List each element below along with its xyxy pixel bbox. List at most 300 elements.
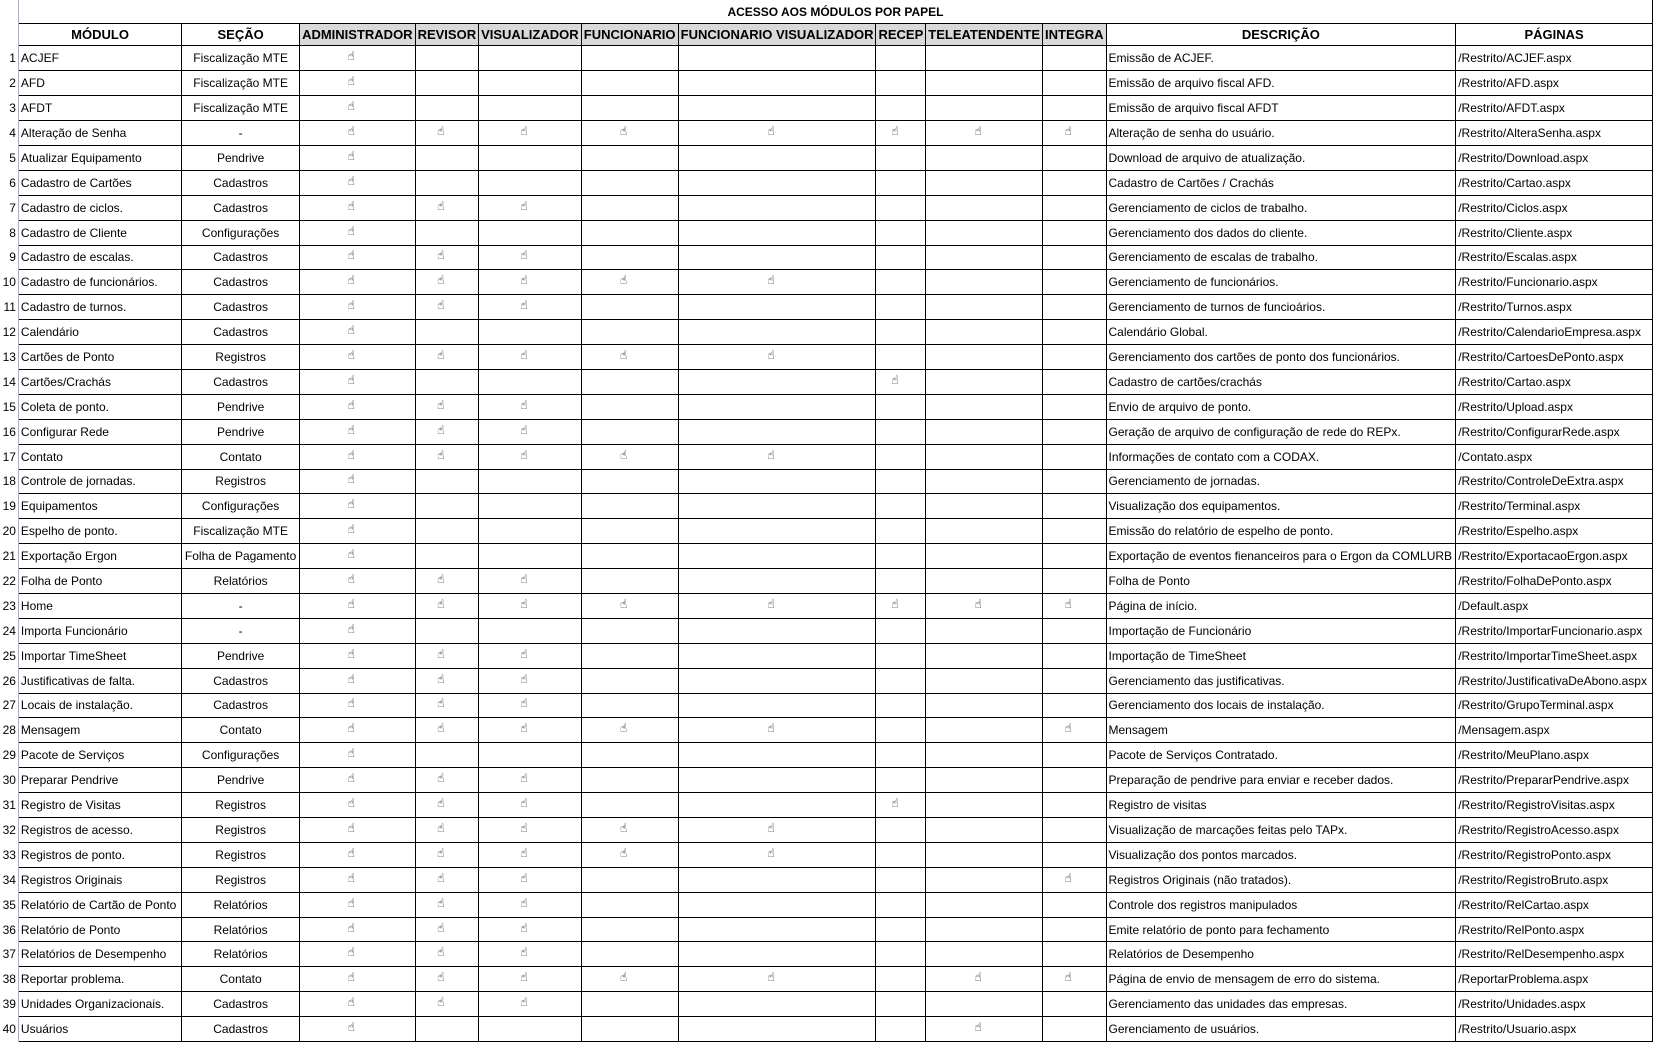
cell-access[interactable]	[479, 967, 582, 992]
cell-modulo[interactable]: Coleta de ponto.	[18, 394, 181, 419]
cell-access[interactable]	[300, 668, 416, 693]
cell-access[interactable]	[581, 444, 678, 469]
cell-access[interactable]	[876, 369, 926, 394]
cell-access[interactable]	[678, 270, 876, 295]
cell-access[interactable]	[479, 369, 582, 394]
cell-secao[interactable]: Pendrive	[182, 394, 300, 419]
cell-access[interactable]	[300, 917, 416, 942]
cell-modulo[interactable]: AFD	[18, 71, 181, 96]
cell-access[interactable]	[926, 569, 1043, 594]
cell-descricao[interactable]: Gerenciamento de escalas de trabalho.	[1106, 245, 1456, 270]
sheet-title[interactable]: ACESSO AOS MÓDULOS POR PAPEL	[18, 0, 1652, 24]
cell-access[interactable]	[300, 46, 416, 71]
cell-modulo[interactable]: Locais de instalação.	[18, 693, 181, 718]
cell-secao[interactable]: Cadastros	[182, 668, 300, 693]
cell-descricao[interactable]: Gerenciamento de usuários.	[1106, 1017, 1456, 1042]
cell-access[interactable]	[581, 46, 678, 71]
cell-access[interactable]	[1043, 369, 1107, 394]
cell-pagina[interactable]: /Restrito/RegistroAcesso.aspx	[1456, 818, 1653, 843]
cell-access[interactable]	[876, 718, 926, 743]
cell-access[interactable]	[415, 494, 479, 519]
cell-access[interactable]	[300, 270, 416, 295]
cell-modulo[interactable]: Cartões/Crachás	[18, 369, 181, 394]
cell-access[interactable]	[300, 469, 416, 494]
cell-access[interactable]	[300, 992, 416, 1017]
cell-modulo[interactable]: Registro de Visitas	[18, 793, 181, 818]
cell-access[interactable]	[300, 394, 416, 419]
cell-access[interactable]	[876, 46, 926, 71]
cell-access[interactable]	[1043, 295, 1107, 320]
cell-access[interactable]	[479, 618, 582, 643]
cell-access[interactable]	[300, 245, 416, 270]
cell-access[interactable]	[1043, 195, 1107, 220]
cell-access[interactable]	[1043, 718, 1107, 743]
cell-access[interactable]	[581, 345, 678, 370]
cell-access[interactable]	[926, 71, 1043, 96]
cell-access[interactable]	[581, 170, 678, 195]
cell-pagina[interactable]: /Restrito/Terminal.aspx	[1456, 494, 1653, 519]
cell-access[interactable]	[876, 1017, 926, 1042]
cell-access[interactable]	[300, 345, 416, 370]
cell-access[interactable]	[1043, 96, 1107, 121]
cell-access[interactable]	[926, 394, 1043, 419]
cell-access[interactable]	[479, 743, 582, 768]
cell-access[interactable]	[926, 245, 1043, 270]
cell-descricao[interactable]: Envio de arquivo de ponto.	[1106, 394, 1456, 419]
cell-secao[interactable]: Relatórios	[182, 569, 300, 594]
cell-secao[interactable]: Relatórios	[182, 892, 300, 917]
cell-access[interactable]	[876, 494, 926, 519]
cell-access[interactable]	[581, 145, 678, 170]
cell-access[interactable]	[876, 693, 926, 718]
cell-access[interactable]	[581, 121, 678, 146]
cell-pagina[interactable]: /Restrito/RegistroVisitas.aspx	[1456, 793, 1653, 818]
cell-pagina[interactable]: /Restrito/Escalas.aspx	[1456, 245, 1653, 270]
cell-access[interactable]	[581, 892, 678, 917]
cell-access[interactable]	[926, 768, 1043, 793]
cell-access[interactable]	[926, 444, 1043, 469]
cell-access[interactable]	[678, 544, 876, 569]
cell-access[interactable]	[581, 220, 678, 245]
cell-descricao[interactable]: Alteração de senha do usuário.	[1106, 121, 1456, 146]
cell-descricao[interactable]: Visualização dos pontos marcados.	[1106, 842, 1456, 867]
cell-descricao[interactable]: Emissão de arquivo fiscal AFD.	[1106, 71, 1456, 96]
cell-access[interactable]	[926, 818, 1043, 843]
cell-access[interactable]	[1043, 71, 1107, 96]
cell-access[interactable]	[1043, 394, 1107, 419]
cell-pagina[interactable]: /Restrito/Usuario.aspx	[1456, 1017, 1653, 1042]
cell-access[interactable]	[876, 270, 926, 295]
cell-access[interactable]	[479, 270, 582, 295]
cell-descricao[interactable]: Preparação de pendrive para enviar e receber dados.	[1106, 768, 1456, 793]
cell-access[interactable]	[300, 892, 416, 917]
cell-access[interactable]	[678, 195, 876, 220]
cell-pagina[interactable]: /Restrito/Download.aspx	[1456, 145, 1653, 170]
cell-access[interactable]	[581, 992, 678, 1017]
cell-access[interactable]	[678, 394, 876, 419]
cell-access[interactable]	[479, 519, 582, 544]
cell-pagina[interactable]: /Contato.aspx	[1456, 444, 1653, 469]
cell-access[interactable]	[926, 220, 1043, 245]
cell-descricao[interactable]: Emissão de arquivo fiscal AFDT	[1106, 96, 1456, 121]
cell-secao[interactable]: Registros	[182, 469, 300, 494]
cell-modulo[interactable]: Justificativas de falta.	[18, 668, 181, 693]
cell-access[interactable]	[876, 195, 926, 220]
cell-access[interactable]	[926, 46, 1043, 71]
cell-access[interactable]	[926, 992, 1043, 1017]
header-role-recep[interactable]: RECEP	[876, 24, 926, 46]
cell-descricao[interactable]: Pacote de Serviços Contratado.	[1106, 743, 1456, 768]
cell-access[interactable]	[479, 768, 582, 793]
cell-access[interactable]	[479, 569, 582, 594]
cell-access[interactable]	[415, 96, 479, 121]
cell-access[interactable]	[1043, 245, 1107, 270]
cell-access[interactable]	[415, 967, 479, 992]
cell-modulo[interactable]: Atualizar Equipamento	[18, 145, 181, 170]
cell-access[interactable]	[479, 718, 582, 743]
cell-access[interactable]	[300, 369, 416, 394]
cell-access[interactable]	[1043, 544, 1107, 569]
cell-access[interactable]	[926, 519, 1043, 544]
cell-modulo[interactable]: Preparar Pendrive	[18, 768, 181, 793]
cell-access[interactable]	[300, 71, 416, 96]
cell-secao[interactable]: Relatórios	[182, 917, 300, 942]
cell-access[interactable]	[1043, 867, 1107, 892]
cell-descricao[interactable]: Mensagem	[1106, 718, 1456, 743]
cell-secao[interactable]: Registros	[182, 345, 300, 370]
cell-access[interactable]	[581, 544, 678, 569]
cell-modulo[interactable]: Relatório de Cartão de Ponto	[18, 892, 181, 917]
cell-secao[interactable]: Fiscalização MTE	[182, 519, 300, 544]
cell-modulo[interactable]: Usuários	[18, 1017, 181, 1042]
cell-secao[interactable]: -	[182, 121, 300, 146]
cell-secao[interactable]: Cadastros	[182, 170, 300, 195]
cell-access[interactable]	[926, 942, 1043, 967]
cell-access[interactable]	[581, 494, 678, 519]
cell-access[interactable]	[581, 818, 678, 843]
cell-access[interactable]	[415, 145, 479, 170]
cell-descricao[interactable]: Emissão de ACJEF.	[1106, 46, 1456, 71]
cell-access[interactable]	[1043, 942, 1107, 967]
cell-access[interactable]	[876, 320, 926, 345]
cell-access[interactable]	[678, 1017, 876, 1042]
cell-access[interactable]	[678, 494, 876, 519]
cell-access[interactable]	[581, 793, 678, 818]
cell-access[interactable]	[415, 618, 479, 643]
cell-access[interactable]	[678, 818, 876, 843]
cell-access[interactable]	[876, 593, 926, 618]
cell-secao[interactable]: Cadastros	[182, 195, 300, 220]
cell-access[interactable]	[300, 743, 416, 768]
cell-access[interactable]	[581, 569, 678, 594]
cell-access[interactable]	[926, 643, 1043, 668]
cell-modulo[interactable]: Importar TimeSheet	[18, 643, 181, 668]
cell-access[interactable]	[1043, 320, 1107, 345]
cell-secao[interactable]: Cadastros	[182, 245, 300, 270]
cell-access[interactable]	[415, 369, 479, 394]
cell-access[interactable]	[1043, 519, 1107, 544]
cell-access[interactable]	[300, 842, 416, 867]
cell-descricao[interactable]: Folha de Ponto	[1106, 569, 1456, 594]
cell-pagina[interactable]: /Restrito/FolhaDePonto.aspx	[1456, 569, 1653, 594]
cell-access[interactable]	[876, 569, 926, 594]
cell-access[interactable]	[415, 743, 479, 768]
cell-access[interactable]	[300, 643, 416, 668]
cell-secao[interactable]: Contato	[182, 718, 300, 743]
cell-access[interactable]	[876, 121, 926, 146]
cell-access[interactable]	[479, 195, 582, 220]
cell-pagina[interactable]: /Restrito/AFD.aspx	[1456, 71, 1653, 96]
cell-access[interactable]	[479, 170, 582, 195]
cell-access[interactable]	[415, 220, 479, 245]
cell-descricao[interactable]: Geração de arquivo de configuração de rede do REPx.	[1106, 419, 1456, 444]
cell-access[interactable]	[1043, 643, 1107, 668]
cell-pagina[interactable]: /Restrito/ExportacaoErgon.aspx	[1456, 544, 1653, 569]
cell-access[interactable]	[1043, 892, 1107, 917]
cell-pagina[interactable]: /Restrito/ControleDeExtra.aspx	[1456, 469, 1653, 494]
cell-pagina[interactable]: /Restrito/MeuPlano.aspx	[1456, 743, 1653, 768]
cell-access[interactable]	[876, 743, 926, 768]
header-role-visualizador[interactable]: VISUALIZADOR	[479, 24, 582, 46]
cell-descricao[interactable]: Calendário Global.	[1106, 320, 1456, 345]
cell-access[interactable]	[1043, 693, 1107, 718]
cell-access[interactable]	[300, 494, 416, 519]
cell-modulo[interactable]: Cadastro de escalas.	[18, 245, 181, 270]
cell-access[interactable]	[678, 718, 876, 743]
cell-access[interactable]	[479, 96, 582, 121]
cell-access[interactable]	[479, 71, 582, 96]
cell-access[interactable]	[479, 419, 582, 444]
cell-access[interactable]	[479, 668, 582, 693]
cell-access[interactable]	[1043, 917, 1107, 942]
cell-access[interactable]	[581, 718, 678, 743]
cell-access[interactable]	[415, 693, 479, 718]
cell-descricao[interactable]: Importação de Funcionário	[1106, 618, 1456, 643]
cell-pagina[interactable]: /Default.aspx	[1456, 593, 1653, 618]
cell-access[interactable]	[300, 768, 416, 793]
cell-pagina[interactable]: /Restrito/RelCartao.aspx	[1456, 892, 1653, 917]
cell-access[interactable]	[876, 818, 926, 843]
cell-access[interactable]	[926, 544, 1043, 569]
cell-access[interactable]	[300, 96, 416, 121]
cell-descricao[interactable]: Importação de TimeSheet	[1106, 643, 1456, 668]
cell-access[interactable]	[415, 170, 479, 195]
cell-access[interactable]	[678, 967, 876, 992]
cell-modulo[interactable]: Controle de jornadas.	[18, 469, 181, 494]
cell-descricao[interactable]: Visualização dos equipamentos.	[1106, 494, 1456, 519]
cell-access[interactable]	[415, 818, 479, 843]
cell-access[interactable]	[300, 967, 416, 992]
cell-access[interactable]	[300, 220, 416, 245]
cell-modulo[interactable]: Exportação Ergon	[18, 544, 181, 569]
cell-access[interactable]	[300, 593, 416, 618]
cell-secao[interactable]: Contato	[182, 967, 300, 992]
cell-access[interactable]	[300, 195, 416, 220]
cell-access[interactable]	[300, 519, 416, 544]
cell-access[interactable]	[678, 345, 876, 370]
cell-access[interactable]	[876, 345, 926, 370]
cell-access[interactable]	[300, 569, 416, 594]
cell-access[interactable]	[581, 967, 678, 992]
cell-access[interactable]	[415, 245, 479, 270]
cell-pagina[interactable]: /ReportarProblema.aspx	[1456, 967, 1653, 992]
cell-descricao[interactable]: Emite relatório de ponto para fechamento	[1106, 917, 1456, 942]
cell-access[interactable]	[479, 320, 582, 345]
cell-access[interactable]	[300, 618, 416, 643]
cell-pagina[interactable]: /Restrito/RegistroBruto.aspx	[1456, 867, 1653, 892]
cell-access[interactable]	[581, 71, 678, 96]
cell-pagina[interactable]: /Restrito/Turnos.aspx	[1456, 295, 1653, 320]
cell-access[interactable]	[926, 121, 1043, 146]
cell-access[interactable]	[876, 992, 926, 1017]
cell-secao[interactable]: Cadastros	[182, 270, 300, 295]
cell-descricao[interactable]: Cadastro de Cartões / Crachás	[1106, 170, 1456, 195]
cell-access[interactable]	[678, 643, 876, 668]
cell-pagina[interactable]: /Restrito/ACJEF.aspx	[1456, 46, 1653, 71]
header-role-funcionario[interactable]: FUNCIONARIO	[581, 24, 678, 46]
cell-secao[interactable]: Registros	[182, 867, 300, 892]
cell-access[interactable]	[876, 419, 926, 444]
header-paginas[interactable]: PÁGINAS	[1456, 24, 1653, 46]
cell-modulo[interactable]: Registros de ponto.	[18, 842, 181, 867]
cell-access[interactable]	[415, 793, 479, 818]
header-role-revisor[interactable]: REVISOR	[415, 24, 479, 46]
cell-access[interactable]	[926, 320, 1043, 345]
cell-access[interactable]	[926, 917, 1043, 942]
cell-access[interactable]	[581, 743, 678, 768]
header-descricao[interactable]: DESCRIÇÃO	[1106, 24, 1456, 46]
cell-pagina[interactable]: /Restrito/RelDesempenho.aspx	[1456, 942, 1653, 967]
cell-access[interactable]	[581, 419, 678, 444]
cell-secao[interactable]: Cadastros	[182, 693, 300, 718]
cell-access[interactable]	[926, 295, 1043, 320]
cell-access[interactable]	[678, 793, 876, 818]
cell-access[interactable]	[876, 892, 926, 917]
cell-access[interactable]	[926, 345, 1043, 370]
cell-modulo[interactable]: Cadastro de Cartões	[18, 170, 181, 195]
cell-access[interactable]	[678, 867, 876, 892]
cell-access[interactable]	[876, 867, 926, 892]
cell-access[interactable]	[1043, 593, 1107, 618]
cell-access[interactable]	[415, 942, 479, 967]
cell-pagina[interactable]: /Restrito/Funcionario.aspx	[1456, 270, 1653, 295]
cell-access[interactable]	[300, 419, 416, 444]
cell-access[interactable]	[581, 469, 678, 494]
cell-access[interactable]	[926, 842, 1043, 867]
cell-access[interactable]	[926, 369, 1043, 394]
cell-access[interactable]	[581, 618, 678, 643]
cell-access[interactable]	[479, 593, 582, 618]
cell-pagina[interactable]: /Restrito/Cartao.aspx	[1456, 369, 1653, 394]
cell-access[interactable]	[926, 693, 1043, 718]
cell-access[interactable]	[678, 917, 876, 942]
cell-access[interactable]	[415, 270, 479, 295]
cell-access[interactable]	[479, 1017, 582, 1042]
cell-access[interactable]	[479, 917, 582, 942]
cell-access[interactable]	[1043, 345, 1107, 370]
cell-pagina[interactable]: /Restrito/Espelho.aspx	[1456, 519, 1653, 544]
cell-descricao[interactable]: Visualização de marcações feitas pelo TAPx.	[1106, 818, 1456, 843]
cell-access[interactable]	[300, 867, 416, 892]
cell-pagina[interactable]: /Restrito/PrepararPendrive.aspx	[1456, 768, 1653, 793]
cell-descricao[interactable]: Cadastro de cartões/crachás	[1106, 369, 1456, 394]
cell-descricao[interactable]: Gerenciamento das justificativas.	[1106, 668, 1456, 693]
cell-access[interactable]	[876, 394, 926, 419]
cell-pagina[interactable]: /Restrito/RegistroPonto.aspx	[1456, 842, 1653, 867]
cell-access[interactable]	[581, 394, 678, 419]
cell-access[interactable]	[926, 494, 1043, 519]
cell-access[interactable]	[581, 842, 678, 867]
header-role-integra[interactable]: INTEGRA	[1043, 24, 1107, 46]
cell-access[interactable]	[300, 1017, 416, 1042]
cell-access[interactable]	[1043, 46, 1107, 71]
cell-pagina[interactable]: /Restrito/ImportarTimeSheet.aspx	[1456, 643, 1653, 668]
cell-access[interactable]	[300, 693, 416, 718]
cell-access[interactable]	[926, 419, 1043, 444]
header-modulo[interactable]: MÓDULO	[18, 24, 181, 46]
cell-access[interactable]	[581, 593, 678, 618]
cell-access[interactable]	[876, 768, 926, 793]
cell-access[interactable]	[415, 768, 479, 793]
cell-access[interactable]	[678, 71, 876, 96]
cell-secao[interactable]: Contato	[182, 444, 300, 469]
cell-access[interactable]	[876, 245, 926, 270]
cell-access[interactable]	[300, 295, 416, 320]
cell-modulo[interactable]: Relatório de Ponto	[18, 917, 181, 942]
cell-access[interactable]	[581, 768, 678, 793]
cell-modulo[interactable]: Equipamentos	[18, 494, 181, 519]
cell-access[interactable]	[876, 917, 926, 942]
cell-descricao[interactable]: Informações de contato com a CODAX.	[1106, 444, 1456, 469]
cell-secao[interactable]: Fiscalização MTE	[182, 46, 300, 71]
cell-access[interactable]	[926, 1017, 1043, 1042]
cell-access[interactable]	[415, 394, 479, 419]
cell-access[interactable]	[1043, 469, 1107, 494]
cell-access[interactable]	[1043, 419, 1107, 444]
cell-modulo[interactable]: Reportar problema.	[18, 967, 181, 992]
cell-access[interactable]	[678, 121, 876, 146]
cell-access[interactable]	[415, 668, 479, 693]
cell-secao[interactable]: Fiscalização MTE	[182, 96, 300, 121]
cell-modulo[interactable]: Unidades Organizacionais.	[18, 992, 181, 1017]
cell-access[interactable]	[926, 170, 1043, 195]
cell-modulo[interactable]: Folha de Ponto	[18, 569, 181, 594]
cell-access[interactable]	[926, 469, 1043, 494]
cell-access[interactable]	[300, 170, 416, 195]
cell-access[interactable]	[926, 967, 1043, 992]
cell-access[interactable]	[300, 718, 416, 743]
cell-modulo[interactable]: Pacote de Serviços	[18, 743, 181, 768]
cell-access[interactable]	[876, 444, 926, 469]
cell-secao[interactable]: Registros	[182, 818, 300, 843]
cell-access[interactable]	[300, 942, 416, 967]
cell-access[interactable]	[678, 444, 876, 469]
cell-access[interactable]	[581, 1017, 678, 1042]
cell-access[interactable]	[876, 145, 926, 170]
cell-pagina[interactable]: /Mensagem.aspx	[1456, 718, 1653, 743]
cell-secao[interactable]: Pendrive	[182, 145, 300, 170]
cell-modulo[interactable]: Configurar Rede	[18, 419, 181, 444]
cell-access[interactable]	[415, 892, 479, 917]
cell-secao[interactable]: Registros	[182, 842, 300, 867]
cell-modulo[interactable]: Relatórios de Desempenho	[18, 942, 181, 967]
cell-access[interactable]	[678, 419, 876, 444]
cell-access[interactable]	[415, 121, 479, 146]
cell-access[interactable]	[479, 345, 582, 370]
cell-access[interactable]	[678, 768, 876, 793]
cell-access[interactable]	[415, 320, 479, 345]
cell-descricao[interactable]: Gerenciamento das unidades das empresas.	[1106, 992, 1456, 1017]
